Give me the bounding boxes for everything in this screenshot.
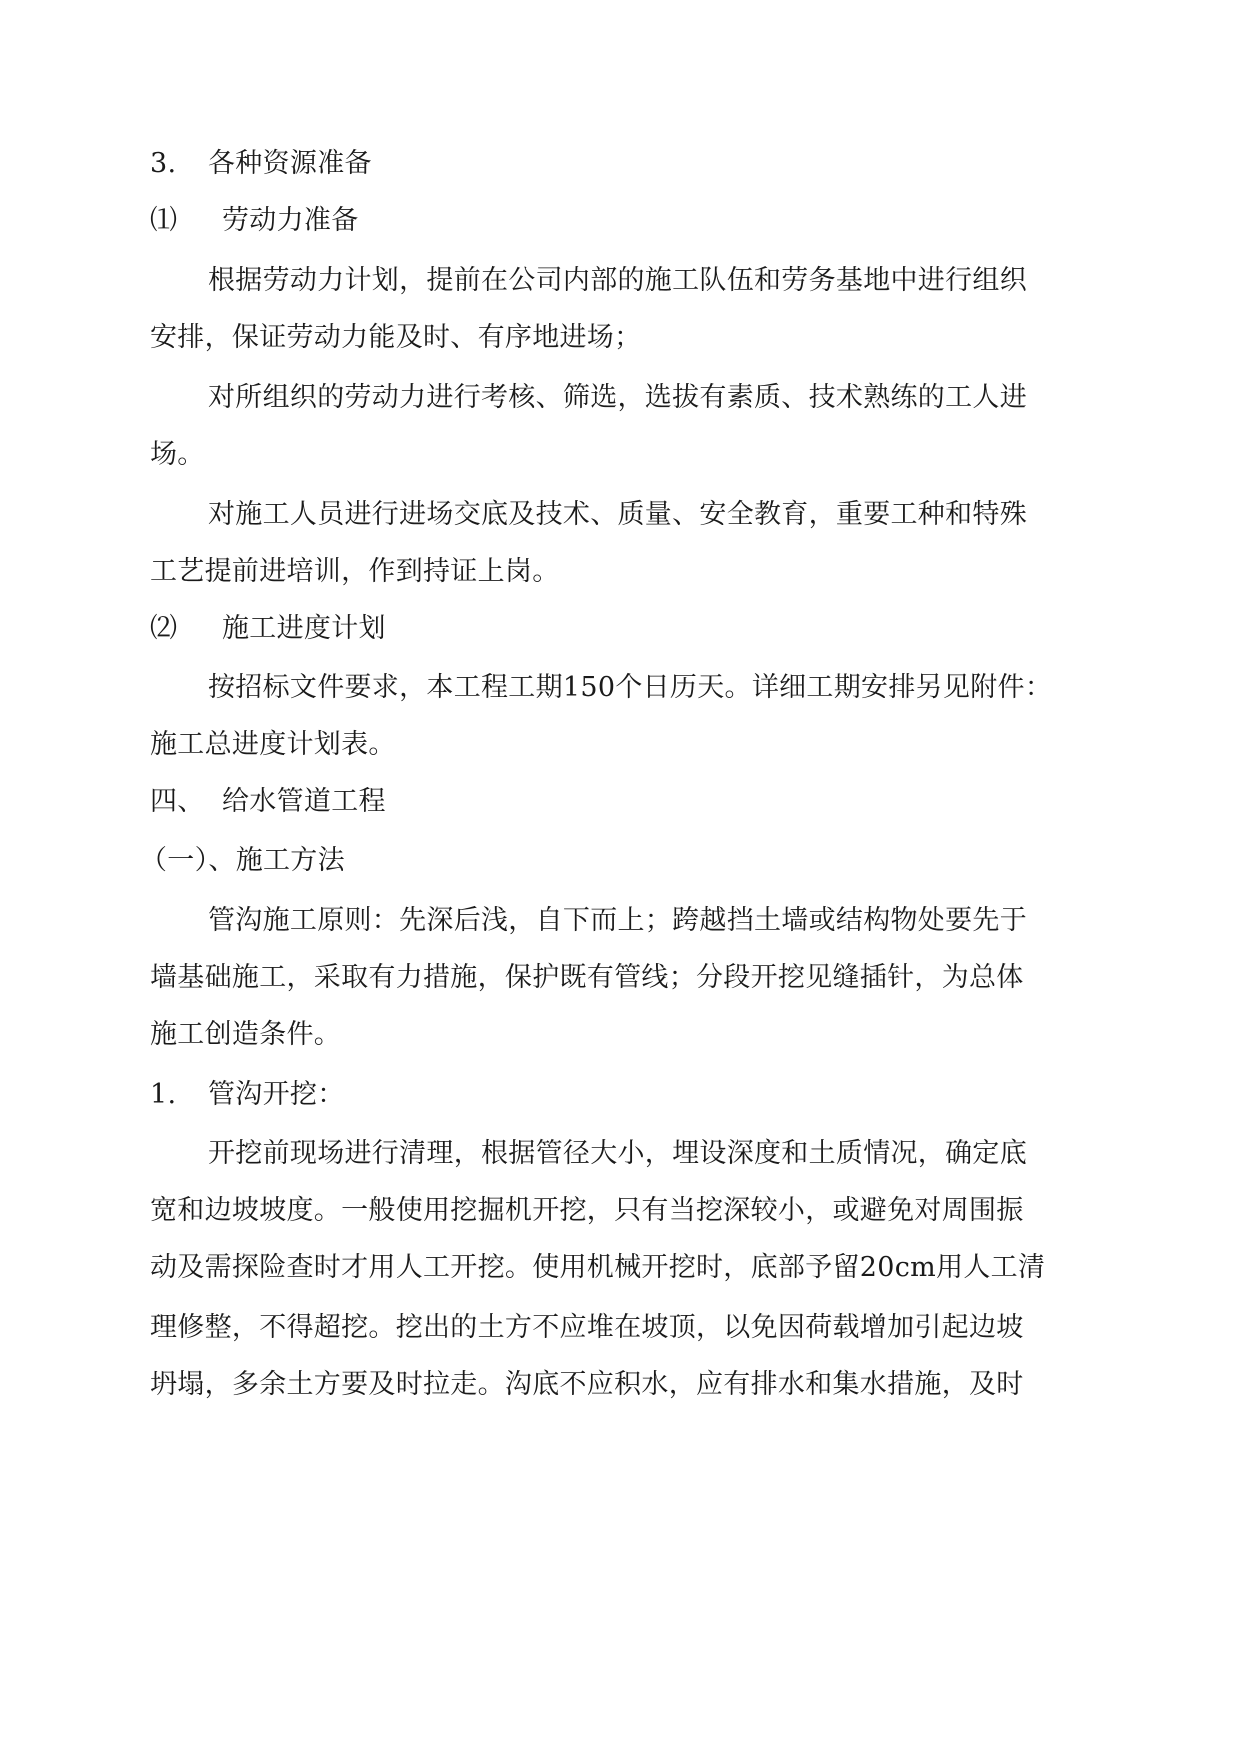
paragraph-line: 动及需探险查时才用人工开挖。使用机械开挖时，底部予留20cm用人工清	[150, 1252, 1046, 1283]
item-title: 管沟开挖：	[208, 1079, 345, 1110]
heading-labor-preparation	[150, 203, 359, 239]
paragraph-line: 按招标文件要求，本工程工期150个日历天。详细工期安排另见附件：	[208, 672, 1053, 703]
paragraph-line: 场。	[150, 439, 205, 470]
paragraph-line: 根据劳动力计划，提前在公司内部的施工队伍和劳务基地中进行组织	[208, 265, 1027, 296]
paragraph-line: 坍塌，多余土方要及时拉走。沟底不应积水，应有排水和集水措施，及时	[150, 1369, 1024, 1400]
paragraph-line: 施工创造条件。	[150, 1019, 342, 1050]
paragraph-line: 理修整，不得超挖。挖出的土方不应堆在坡顶，以免因荷载增加引起边坡	[150, 1312, 1024, 1343]
subsection-heading: （一）、施工方法	[140, 845, 345, 876]
heading-number: ⑵	[150, 613, 178, 644]
paragraph-line: 安排，保证劳动力能及时、有序地进场；	[150, 322, 642, 353]
item-number: 1.	[150, 1079, 177, 1110]
heading-title: 施工进度计划	[222, 613, 386, 644]
section-heading-water-pipeline	[150, 784, 386, 820]
heading-number: 3.	[150, 148, 177, 179]
section-number: 四、	[150, 786, 205, 817]
item-heading-trench-excavation	[150, 1077, 345, 1113]
paragraph-line: 开挖前现场进行清理，根据管径大小，埋设深度和土质情况，确定底	[208, 1138, 1027, 1169]
heading-schedule-plan	[150, 611, 386, 647]
heading-title: 各种资源准备	[208, 148, 372, 179]
paragraph-line: 工艺提前进培训，作到持证上岗。	[150, 556, 560, 587]
paragraph-line: 对所组织的劳动力进行考核、筛选，选拔有素质、技术熟练的工人进	[208, 382, 1027, 413]
paragraph-line: 墙基础施工，采取有力措施，保护既有管线；分段开挖见缝插针，为总体	[150, 962, 1024, 993]
paragraph-line: 管沟施工原则：先深后浅，自下而上；跨越挡土墙或结构物处要先于	[208, 905, 1027, 936]
paragraph-line: 对施工人员进行进场交底及技术、质量、安全教育，重要工种和特殊	[208, 499, 1027, 530]
section-title: 给水管道工程	[222, 786, 386, 817]
heading-title: 劳动力准备	[222, 205, 359, 236]
paragraph-line: 施工总进度计划表。	[150, 729, 396, 760]
heading-resource-preparation	[150, 146, 372, 182]
heading-number: ⑴	[150, 205, 178, 236]
paragraph-line: 宽和边坡坡度。一般使用挖掘机开挖，只有当挖深较小，或避免对周围振	[150, 1195, 1024, 1226]
